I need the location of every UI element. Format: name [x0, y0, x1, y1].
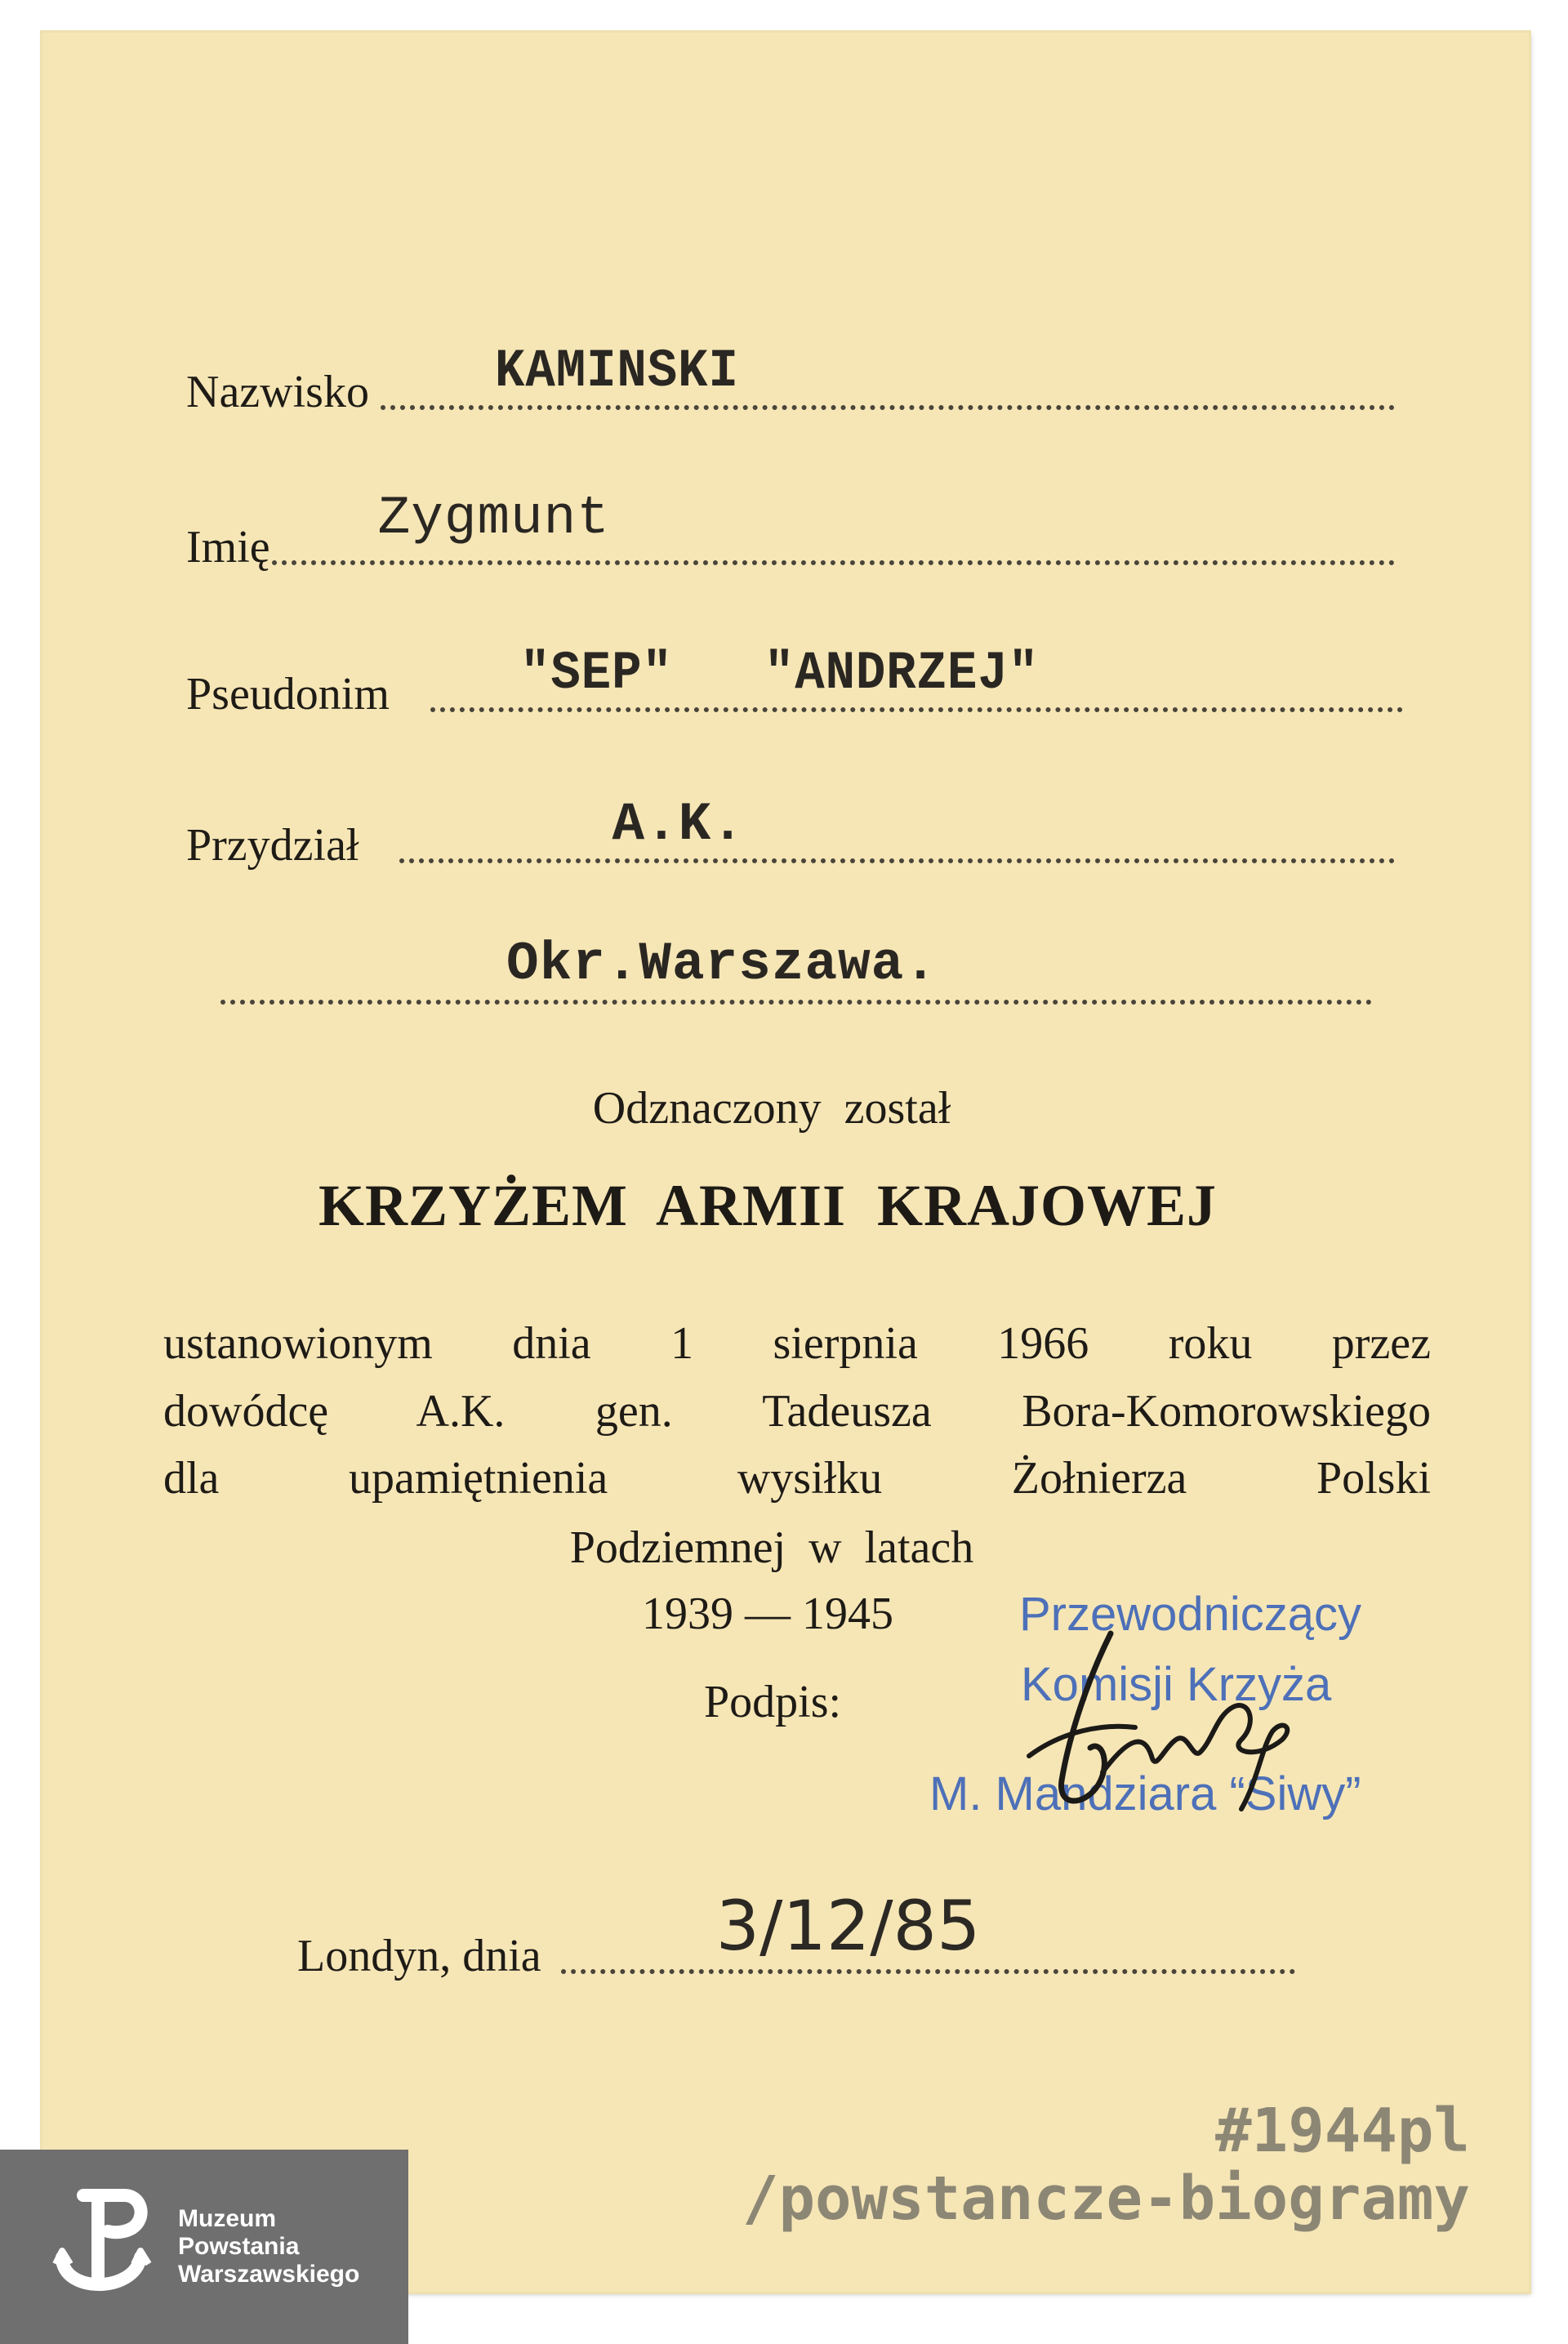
- award-intro: Odznaczony został: [592, 1083, 951, 1134]
- award-title: KRZYŻEM ARMII KRAJOWEJ: [318, 1173, 1218, 1238]
- stamp-line-2: Komisji Krzyża: [1021, 1658, 1332, 1711]
- assignment-2-dotted-line: [220, 926, 1372, 1005]
- award-years: 1939 — 1945: [642, 1589, 893, 1639]
- surname-field: [186, 343, 1395, 417]
- assignment-label: Przydział: [186, 820, 359, 871]
- surname-value: KAMINSKI: [494, 341, 739, 402]
- assignment-field: [186, 796, 1395, 870]
- place-date-field: [297, 1886, 1295, 1981]
- pseudonym-label: Pseudonim: [186, 669, 390, 720]
- assignment-value-2: Okr.Warszawa.: [506, 934, 938, 995]
- award-body-line-2: dowódcę A.K. gen. Tadeusza Bora-Komorowskiego: [163, 1386, 1431, 1437]
- signature-label: Podpis:: [704, 1677, 842, 1727]
- watermark-url: /powstancze-biogramy: [742, 2164, 1470, 2234]
- first-name-value: Zygmunt: [377, 488, 610, 549]
- award-body-line-4: Podziemnej w latach: [569, 1522, 974, 1573]
- place-date-value: 3/12/85: [715, 1886, 981, 1966]
- handwritten-signature: [1013, 1617, 1323, 1829]
- first-name-field: [186, 488, 1395, 573]
- stamp-line-3: M. Mandziara “Siwy”: [929, 1767, 1361, 1820]
- assignment-value: A.K.: [612, 794, 745, 855]
- first-name-dotted-line: [272, 487, 1395, 565]
- award-body-line-1: ustanowionym dnia 1 sierpnia 1966 roku przez: [163, 1318, 1431, 1369]
- museum-name-line-3: Warszawskiego: [178, 2261, 360, 2288]
- assignment-field-2: [220, 934, 1372, 1011]
- assignment-dotted-line: [399, 785, 1395, 863]
- place-date-label: Londyn, dnia: [297, 1931, 541, 1981]
- pseudonym-field: [186, 645, 1403, 719]
- museum-name-line-1: Muzeum: [178, 2205, 276, 2232]
- warsaw-rising-anchor-icon: [51, 2186, 157, 2308]
- watermark-hashtag: #1944pl: [1215, 2096, 1470, 2166]
- award-body-line-3: dla upamiętnienia wysiłku Żołnierza Polski: [163, 1453, 1431, 1504]
- first-name-label: Imię: [186, 522, 270, 573]
- museum-name-line-2: Powstania: [178, 2233, 300, 2260]
- surname-label: Nazwisko: [186, 367, 369, 417]
- pseudonym-dotted-line: [430, 634, 1403, 712]
- stamp-line-1: Przewodniczący: [1019, 1588, 1362, 1641]
- museum-logo-block: [0, 2150, 408, 2344]
- pseudonym-value: "SEP" "ANDRZEJ": [519, 643, 1040, 704]
- surname-dotted-line: [381, 332, 1395, 410]
- place-date-dotted-line: [561, 1886, 1295, 1974]
